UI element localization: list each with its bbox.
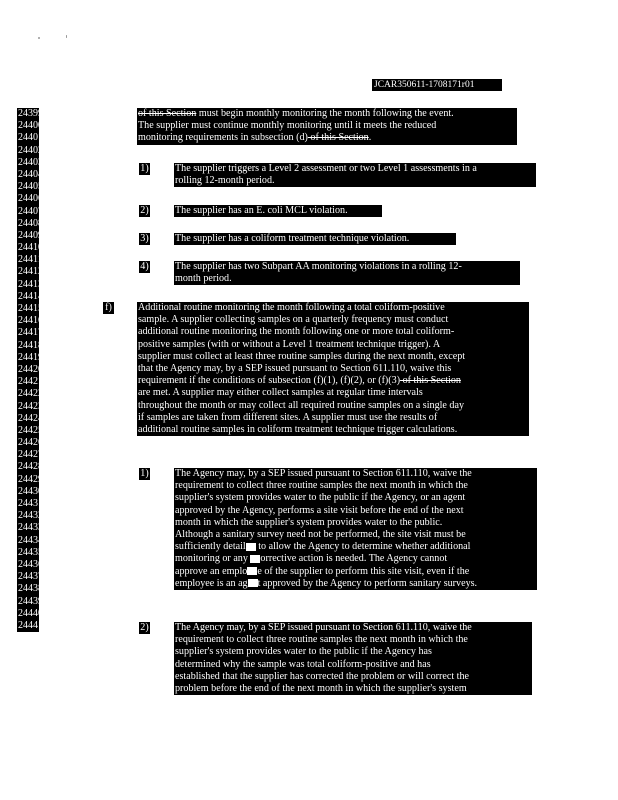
line-number: 24414: [18, 290, 43, 302]
line-number: 24438: [18, 583, 43, 595]
text-line: [137, 375, 500, 387]
text-line: The Agency may, by a SEP issued pursuant to Section 611.110, waive the: [175, 468, 472, 479]
line-number: 24412: [18, 266, 43, 278]
line-number: 24423: [18, 400, 43, 412]
item-label: 1): [140, 163, 149, 174]
line-number: 24434: [18, 534, 43, 546]
text-line: The supplier has an E. coli MCL violation.: [175, 205, 348, 216]
line-number: 24401: [18, 132, 43, 144]
line-number: 24430: [18, 485, 43, 497]
line-number: 24441: [18, 619, 43, 631]
text-line: sample. A supplier collecting samples on a quarterly frequency must conduct: [138, 314, 449, 326]
line-number: 24419: [18, 351, 43, 363]
text-span: must begin monthly monitoring the month following the event.: [196, 108, 454, 119]
line-number: 24410: [18, 242, 43, 254]
text-span: monitoring requirements in subsection (d): [138, 132, 308, 144]
line-number: 24426: [18, 437, 43, 449]
text-span: sufficiently detail: [175, 541, 246, 553]
text-line: are met. A supplier may either collect samples at regular time intervals: [138, 387, 423, 399]
item-text: [174, 163, 536, 187]
line-number: 24404: [18, 168, 43, 180]
text-span: orrective action is needed. The Agency cannot: [260, 553, 448, 565]
text-line: The Agency may, by a SEP issued pursuant to Section 611.110, waive the: [175, 622, 472, 633]
line-number: 24409: [18, 229, 43, 241]
sub-f2-text: [174, 622, 532, 695]
redaction-gap: [247, 567, 257, 575]
line-number: 24421: [18, 376, 43, 388]
line-number: 24417: [18, 327, 43, 339]
text-line: Although a sanitary survey need not be performed, the site visit must be: [175, 528, 466, 540]
text-line: The supplier has two Subpart AA monitoring violations in a rolling 12-: [175, 261, 462, 272]
item-text: [174, 233, 456, 245]
text-span: employee is an ag: [175, 577, 248, 589]
line-number: 24440: [18, 607, 43, 619]
line-number-column: [17, 108, 43, 632]
text-span: e of the supplier to perform this site visit, even if the: [257, 565, 470, 577]
text-span: approve an emplo: [175, 565, 248, 577]
line-number: 24429: [18, 473, 43, 485]
text-line: problem before the end of the next month in which the supplier's system: [175, 682, 467, 694]
item-label: 3): [140, 233, 149, 244]
line-number: 24400: [18, 120, 43, 132]
text-line: month in which the supplier's system provides water to the public.: [175, 516, 443, 528]
text-line: Additional routine monitoring the month following a total coliform-positive: [138, 302, 445, 313]
text-span: to allow the Agency to determine whether additional: [255, 541, 471, 553]
text-line: determined why the sample was total coliform-positive and has: [175, 658, 431, 670]
line-number: 24433: [18, 522, 43, 534]
item-label: 4): [140, 261, 149, 272]
line-number: 24406: [18, 193, 43, 205]
line-number: 24436: [18, 558, 43, 570]
text-span: .: [368, 132, 372, 144]
line-number: 24399: [18, 108, 43, 119]
document-header-code: JCAR350611-1708171r01: [372, 79, 502, 91]
text-line: requirement to collect three routine samples the next month in which the: [175, 480, 468, 492]
text-line: if samples are taken from different sites. A supplier must use the results of: [138, 411, 438, 423]
line-number: 24416: [18, 315, 43, 327]
redaction-gap: [248, 579, 258, 587]
struck-text: of this Section: [307, 132, 369, 144]
item-text: [174, 205, 382, 217]
text-line: approved by the Agency, performs a site visit before the end of the next: [175, 504, 464, 516]
line-number: 24428: [18, 461, 43, 473]
line-number: 24405: [18, 181, 43, 193]
line-number: 24407: [18, 205, 43, 217]
text-line: supplier's system provides water to the public if the Agency, or an agent: [175, 492, 466, 504]
section-label: f): [103, 302, 114, 314]
line-number: 24425: [18, 424, 43, 436]
item-label: 2): [140, 622, 149, 633]
line-number: 24437: [18, 571, 43, 583]
line-number: 24427: [18, 449, 43, 461]
line-number: 24411: [18, 254, 43, 266]
text-line: throughout the month or may collect all required routine samples on a single day: [138, 399, 465, 411]
line-number: 24403: [18, 156, 43, 168]
text-line: The supplier has a coliform treatment technique violation.: [175, 233, 410, 244]
section-f-paragraph: [137, 302, 529, 436]
text-line: month period.: [175, 273, 232, 285]
text-line: requirement to collect three routine samples the next month in which the: [175, 634, 468, 646]
line-number: 24413: [18, 278, 43, 290]
line-number: 24408: [18, 217, 43, 229]
text-line: [174, 578, 537, 590]
scan-speck: [38, 37, 40, 39]
struck-text: of this Section: [400, 375, 461, 387]
redaction-gap: [246, 543, 256, 551]
text-line: rolling 12-month period.: [175, 175, 275, 187]
text-span: t approved by the Agency to perform sanitary surveys.: [257, 577, 478, 589]
text-span: requirement if the conditions of subsection (f)(1), (f)(2), or (f)(3): [138, 375, 401, 387]
line-number: 24424: [18, 412, 43, 424]
line-number: 24418: [18, 339, 43, 351]
line-number: 24415: [18, 303, 43, 314]
scan-speck: [66, 35, 67, 38]
item-text: [174, 261, 520, 285]
text-line: that the Agency may, by a SEP issued pursuant to Section 611.110, waive this: [138, 362, 452, 374]
text-line: established that the supplier has corrected the problem or will correct the: [175, 670, 470, 682]
line-number: 24422: [18, 388, 43, 400]
text-line: positive samples (with or without a Level 1 treatment technique trigger). A: [138, 338, 441, 350]
text-line: The supplier triggers a Level 2 assessment or two Level 1 assessments in a: [175, 163, 477, 174]
line-number: 24439: [18, 595, 43, 607]
text-line: [137, 132, 517, 144]
text-line: supplier must collect at least three routine samples during the next month, except: [138, 350, 466, 362]
redaction-gap: [250, 555, 260, 563]
item-label: 2): [140, 205, 149, 216]
text-line: [174, 541, 527, 553]
item-label: 1): [140, 468, 149, 479]
text-line: additional routine samples in coliform treatment technique trigger calculations.: [138, 423, 458, 435]
text-span: monitoring or any: [175, 553, 251, 565]
line-number: 24431: [18, 498, 43, 509]
intro-paragraph: [137, 108, 517, 145]
text-line: [174, 553, 527, 565]
text-line: [174, 566, 527, 578]
sub-f1-text: [174, 468, 537, 590]
text-line: additional routine monitoring the month following one or more total coliform-: [138, 326, 455, 338]
struck-text: of this Section: [138, 108, 197, 119]
text-line: [137, 108, 517, 120]
text-line: The supplier must continue monthly monitoring until it meets the reduced: [138, 120, 437, 132]
text-line: supplier's system provides water to the public if the Agency has: [175, 646, 432, 658]
line-number: 24435: [18, 546, 43, 558]
line-number: 24402: [18, 144, 43, 156]
line-number: 24432: [18, 510, 43, 522]
line-number: 24420: [18, 363, 43, 375]
